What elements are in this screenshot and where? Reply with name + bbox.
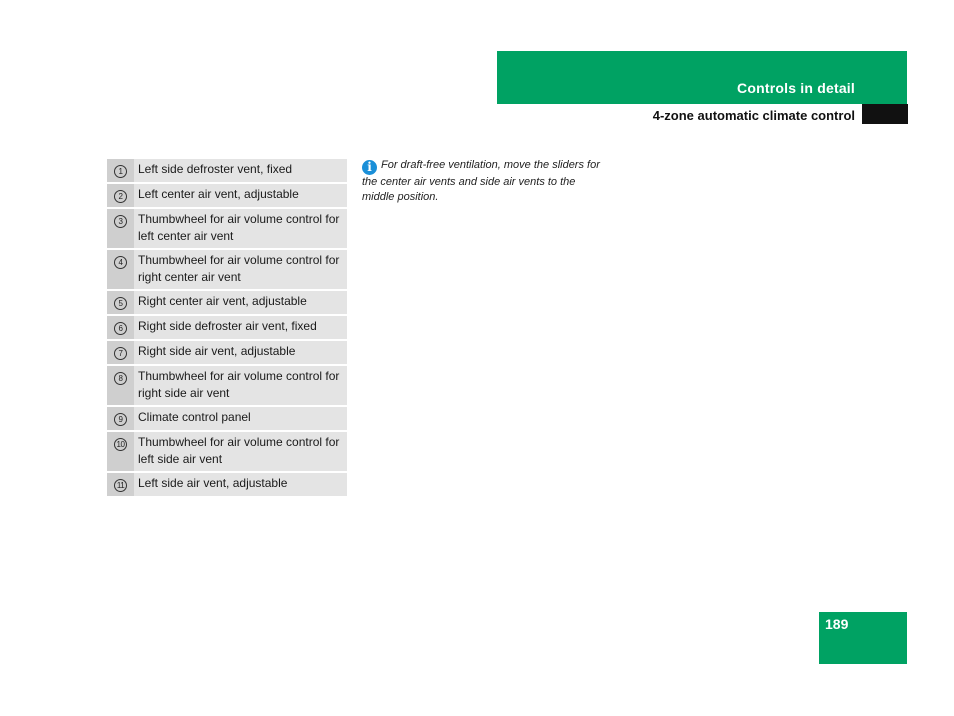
table-row: [107, 316, 347, 339]
item-text: Thumbwheel for air volume control for left side air vent: [134, 432, 347, 471]
table-row: [107, 407, 347, 430]
item-number-badge: 8: [114, 372, 127, 385]
info-icon: i: [362, 160, 377, 175]
item-text: Left center air vent, adjustable: [134, 184, 347, 207]
page-number: 189: [825, 616, 849, 632]
page-number-box: [819, 612, 907, 664]
item-number-badge: 11: [114, 479, 127, 492]
table-row: [107, 184, 347, 207]
section-title: Controls in detail: [737, 80, 855, 96]
item-number-badge: 3: [114, 215, 127, 228]
info-note: [362, 158, 607, 205]
item-number-badge: 7: [114, 347, 127, 360]
table-row: [107, 366, 347, 405]
item-number-badge: 9: [114, 413, 127, 426]
header-bar: [497, 51, 907, 104]
item-number-badge: 10: [114, 438, 127, 451]
page-subtitle: 4-zone automatic climate control: [652, 108, 855, 123]
item-text: Thumbwheel for air volume control for right center air vent: [134, 250, 347, 289]
item-text: Right side air vent, adjustable: [134, 341, 347, 364]
table-row: [107, 291, 347, 314]
table-row: [107, 341, 347, 364]
item-text: Thumbwheel for air volume control for left center air vent: [134, 209, 347, 248]
item-text: Climate control panel: [134, 407, 347, 430]
item-text: Thumbwheel for air volume control for right side air vent: [134, 366, 347, 405]
table-row: [107, 473, 347, 496]
note-text: For draft-free ventilation, move the sliders for the center air vents and side air vents to the middle position.: [362, 159, 600, 203]
item-number-badge: 4: [114, 256, 127, 269]
table-row: [107, 250, 347, 289]
item-number-badge: 6: [114, 322, 127, 335]
item-number-badge: 5: [114, 297, 127, 310]
item-number-badge: 1: [114, 165, 127, 178]
subtitle-marker-bar: [862, 104, 908, 124]
item-text: Right side defroster air vent, fixed: [134, 316, 347, 339]
legend-table: [107, 157, 347, 498]
item-text: Left side air vent, adjustable: [134, 473, 347, 496]
item-number-badge: 2: [114, 190, 127, 203]
table-row: [107, 432, 347, 471]
table-row: [107, 209, 347, 248]
item-text: Right center air vent, adjustable: [134, 291, 347, 314]
table-row: [107, 159, 347, 182]
item-text: Left side defroster vent, fixed: [134, 159, 347, 182]
